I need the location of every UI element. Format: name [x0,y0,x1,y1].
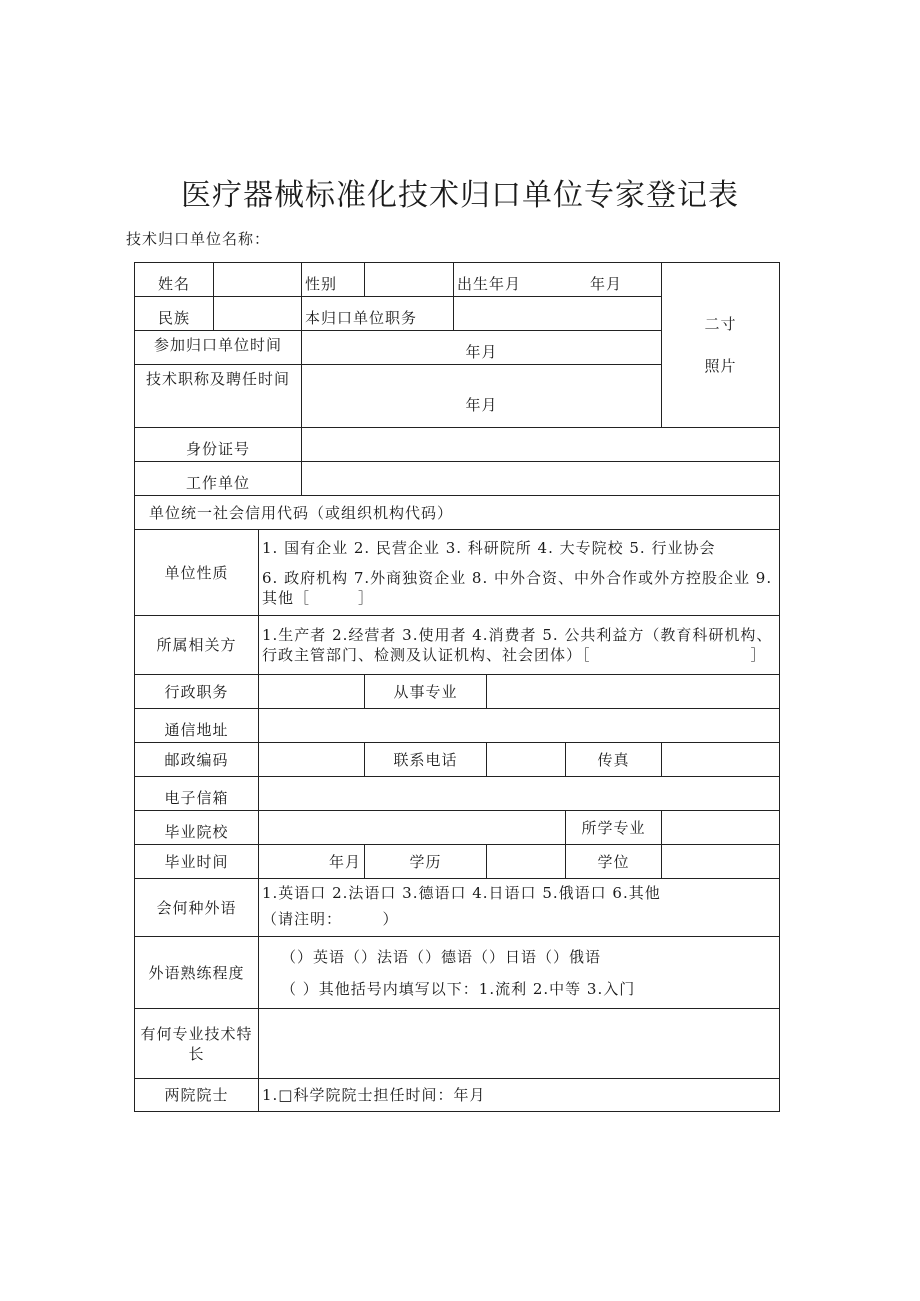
tech-title-label: 技术职称及聘任时间 [135,365,302,428]
major-field[interactable] [662,811,780,845]
academician-label: 两院院士 [135,1079,259,1112]
expertise-field[interactable] [259,1009,780,1079]
education-label: 学历 [365,845,487,879]
photo-cell [662,263,780,428]
degree-field[interactable] [662,845,780,879]
phone-field[interactable] [487,743,566,777]
unit-nature-line-1: 1. 国有企业 2. 民营企业 3. 科研院所 4. 大专院校 5. 行业协会 [262,538,716,557]
gender-field[interactable] [365,263,454,297]
language-options[interactable] [259,879,780,937]
photo-size-label: 二寸 [704,315,737,333]
expertise-label: 有何专业技术特长 [135,1009,259,1079]
admin-position-field[interactable] [259,675,365,709]
birth-cell[interactable] [454,263,662,297]
education-field[interactable] [487,845,566,879]
id-number-field[interactable] [302,428,780,462]
language-level-line-2: （ ）其他括号内填写以下：1.流利 2.中等 3.入门 [281,979,636,998]
language-line-1: 1.英语口 2.法语口 3.德语口 4.日语口 5.俄语口 6.其他 [262,884,661,902]
ethnicity-label: 民族 [135,297,214,331]
phone-label: 联系电话 [365,743,487,777]
language-label: 会何种外语 [135,879,259,937]
fax-label: 传真 [566,743,662,777]
ethnicity-field[interactable] [214,297,302,331]
grad-time-label: 毕业时间 [135,845,259,879]
email-field[interactable] [259,777,780,811]
address-label: 通信地址 [135,709,259,743]
tech-title-field[interactable]: 年月 [302,365,662,428]
language-level-label: 外语熟练程度 [135,937,259,1009]
unit-name-label: 技术归口单位名称： [126,230,271,248]
party-label: 所属相关方 [135,616,259,675]
birth-value: 年月 [589,275,622,293]
language-line-2: （请注明： ） [262,910,399,928]
school-label: 毕业院校 [135,811,259,845]
grad-time-field[interactable]: 年月 [259,845,365,879]
unit-nature-label: 单位性质 [135,530,259,616]
id-number-label: 身份证号 [135,428,302,462]
postcode-field[interactable] [259,743,365,777]
address-field[interactable] [259,709,780,743]
gender-label: 性别 [302,263,365,297]
major-label: 所学专业 [566,811,662,845]
fax-field[interactable] [662,743,780,777]
language-level-options[interactable] [259,937,780,1009]
unit-nature-line-2: 6. 政府机构 7.外商独资企业 8. 中外合资、中外合作或外方控股企业 9. 其他［ ］ [262,568,773,607]
join-time-label: 参加归口单位时间 [135,331,302,365]
specialty-label: 从事专业 [365,675,487,709]
language-level-line-1: （）英语（）法语（）德语（）日语（）俄语 [281,947,602,966]
school-field[interactable] [259,811,566,845]
specialty-field[interactable] [487,675,780,709]
unit-nature-options[interactable] [259,530,780,616]
registration-form-table [134,262,780,1112]
name-field[interactable] [214,263,302,297]
party-options[interactable]: 1.生产者 2.经营者 3.使用者 4.消费者 5. 公共利益方（教育科研机构、行政主管部门、检测及认证机构、社会团体）［ ］ [259,616,780,675]
degree-label: 学位 [566,845,662,879]
position-label: 本归口单位职务 [302,297,454,331]
work-unit-field[interactable] [302,462,780,496]
birth-label: 出生年月 [457,275,522,293]
academician-field[interactable]: 1.□科学院院士担任时间：年月 [259,1079,780,1112]
photo-label: 照片 [704,357,737,375]
name-label: 姓名 [135,263,214,297]
work-unit-label: 工作单位 [135,462,302,496]
credit-code-label[interactable]: 单位统一社会信用代码（或组织机构代码） [135,496,780,530]
position-field[interactable] [454,297,662,331]
postcode-label: 邮政编码 [135,743,259,777]
page-title: 医疗器械标准化技术归口单位专家登记表 [181,178,739,213]
admin-position-label: 行政职务 [135,675,259,709]
join-time-field[interactable]: 年月 [302,331,662,365]
email-label: 电子信箱 [135,777,259,811]
